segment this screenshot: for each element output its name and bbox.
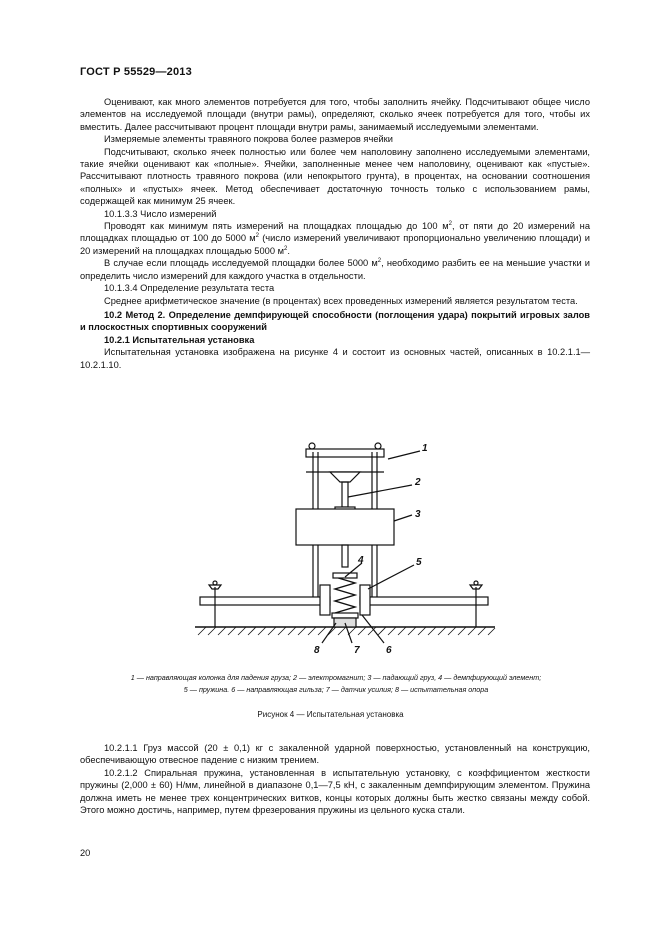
section-heading-10-1-3-4: 10.1.3.4 Определение результата теста [104,283,275,294]
paragraph: Измеряемые элементы травяного покрова более размеров ячейки [104,134,393,145]
figure-label-1: 1 [422,443,428,454]
figure-caption: Рисунок 4 — Испытательная установка [257,710,404,719]
figure-legend-line: 5 — пружина. 6 — направляющая гильза; 7 — датчик усилия; 8 — испытательная опора [183,685,489,694]
figure-legend [96,672,576,696]
body-text-block [80,96,590,371]
section-heading-10-2-1: 10.2.1 Испытательная установка [104,334,255,345]
section-heading-10-1-3-3: 10.1.3.3 Число измерений [104,208,217,219]
figure-label-8: 8 [314,645,320,656]
figure-label-3: 3 [415,509,421,520]
paragraph: Подсчитывают, сколько ячеек полностью или более чем наполовину заполнено исследуемыми элементами, такие ячейки оценивают как «полные». Ячейки, заполненные менее чем наполовину, оценивают как «пустые». Рассчитывают плотность травяного покрова (или непокрытого грунта), в процентах, на основании соотношения «полных» и «пустых» ячеек. Метод обеспечивает достаточную точность только с использованием рамы, содержащей как минимум 25 ячеек. [80,146,590,207]
figure-label-4: 4 [358,555,364,566]
paragraph: 10.2.1.2 Спиральная пружина, установленная в испытательную установку, с коэффициентом жесткости пружины (2,000 ± 60) Н/мм, линейной в диапазоне 0,1—7,5 кН, с закаленным демпфирующим элементом. Пружина должна иметь не менее трех концентрических витков, концы которых должны быть жестко связаны между собой. Этого можно достичь, например, путем фрезерования пружины из цельного куска стали. [80,767,590,816]
paragraph: В случае если площадь исследуемой площадки более 5000 $м^2$, необходимо разбить ее на меньшие участки и определить число измерений для каждого участка в отдельности. [80,258,590,281]
figure-label-6: 6 [386,645,392,656]
section-heading-10-2: 10.2 Метод 2. Определение демпфирующей способности (поглощения удара) покрытий игровых залов и плоскостных спортивных сооружений [80,309,590,333]
paragraph: 10.2.1.1 Груз массой (20 ± 0,1) кг с закаленной ударной поверхностью, установленный на конструкцию, обеспечивающую отвесное падение с низким трением. [80,743,590,766]
body-text-block-2 [80,742,590,816]
paragraph: Среднее арифметическое значение (в процентах) всех проведенных измерений является результатом теста. [104,295,578,306]
figure-label-5: 5 [416,557,422,568]
test-rig-figure [190,437,500,662]
document-header: ГОСТ Р 55529—2013 [80,66,192,78]
figure-legend-line: 1 — направляющая колонка для падения груза; 2 — электромагнит; 3 — падающий груз, 4 — демпфирующий элемент; [130,673,542,682]
page-number: 20 [80,848,91,858]
paragraph: Испытательная установка изображена на рисунке 4 и состоит из основных частей, описанных в 10.2.1.1—10.2.1.10. [80,347,590,370]
paragraph: Оценивают, как много элементов потребуется для того, чтобы заполнить ячейку. Подсчитывают общее число элементов на исследуемой площади (внутри рамы), определяют, сколько ячеек потребуется для того, чтобы их вместить. Далее рассчитывают процент площади внутри рамы, занимаемый исследуемыми элементами. [80,97,590,132]
paragraph: Проводят как минимум пять измерений на площадках площадью до 100 $м^2$, от пяти до 20 измерений на площадках площадью от 100 до 5000 $м^2$ (число измерений увеличивают пропорционально увеличению площади) и 20 измерений на площадках площадью 5000 $м^2$. [80,221,590,256]
figure-label-7: 7 [354,645,360,656]
figure-label-2: 2 [415,477,421,488]
